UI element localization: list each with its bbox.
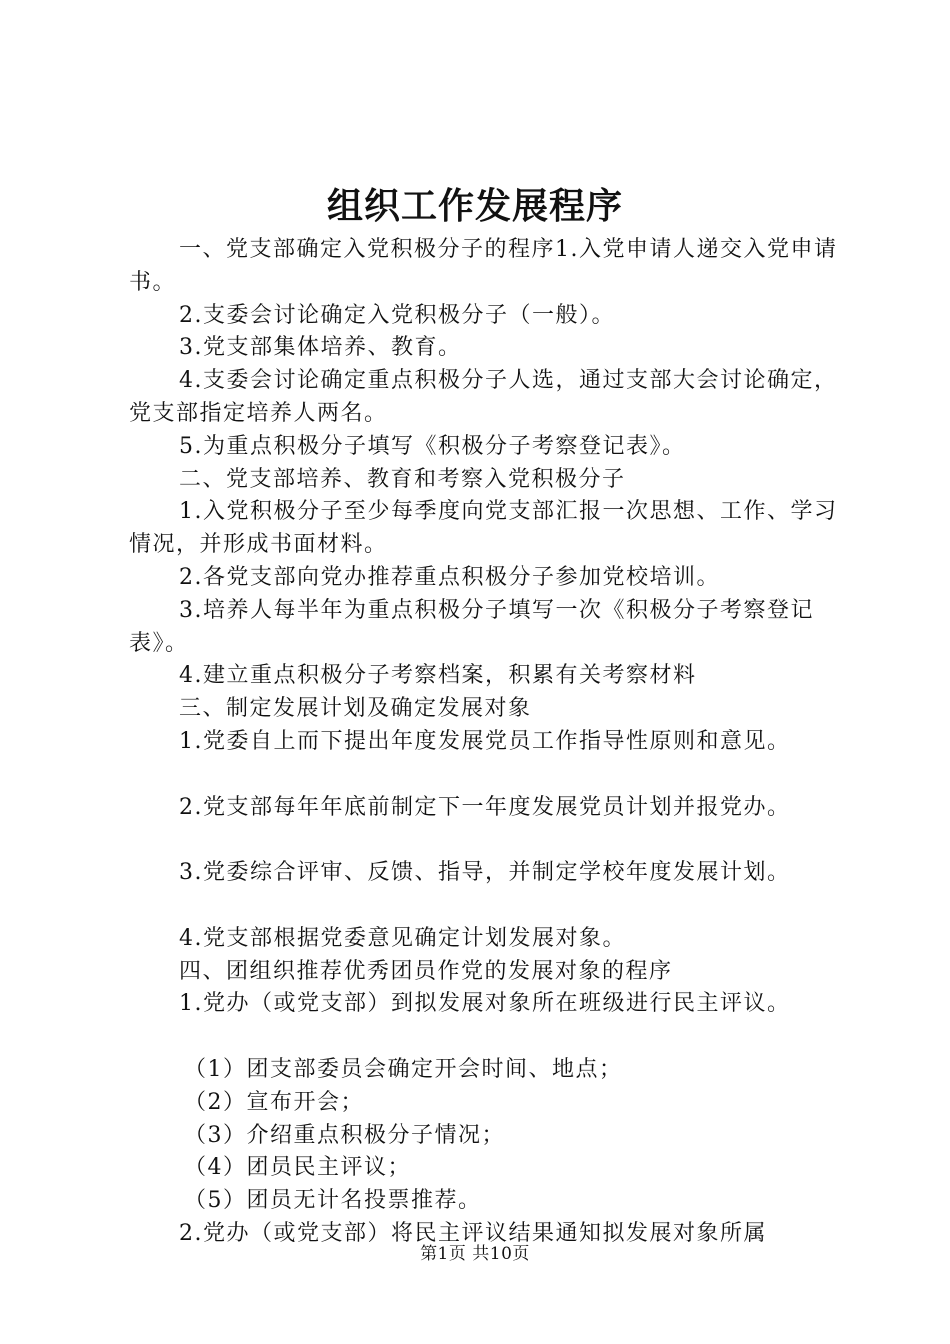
list-item: （2）宣布开会；: [184, 1089, 364, 1115]
section-heading: 三、制定发展计划及确定发展对象: [179, 696, 532, 722]
paragraph: 1.入党积极分子至少每季度向党支部汇报一次思想、工作、学习情况，并形成书面材料。: [129, 499, 838, 558]
section-heading: 四、团组织推荐优秀团员作党的发展对象的程序: [179, 958, 673, 984]
page-number-footer: 第1页 共10页: [420, 1244, 530, 1264]
list-item: （1）团支部委员会确定开会时间、地点；: [184, 1056, 623, 1082]
paragraph: 4.党支部根据党委意见确定计划发展对象。: [179, 925, 626, 951]
list-item: （5）团员无计名投票推荐。: [184, 1188, 482, 1214]
paragraph: 一、党支部确定入党积极分子的程序1.入党申请人递交入党申请书。: [129, 237, 838, 295]
paragraph: 5.为重点积极分子填写《积极分子考察登记表》。: [179, 433, 686, 459]
paragraph: 4.支委会讨论确定重点积极分子人选，通过支部大会讨论确定，党支部指定培养人两名。: [129, 368, 838, 426]
paragraph: 2.各党支部向党办推荐重点积极分子参加党校培训。: [179, 564, 720, 590]
paragraph: 2.党办（或党支部）将民主评议结果通知拟发展对象所属: [179, 1220, 767, 1246]
paragraph: 1.党委自上而下提出年度发展党员工作指导性原则和意见。: [179, 728, 791, 754]
list-item: （4）团员民主评议；: [184, 1155, 411, 1181]
section-heading: 二、党支部培养、教育和考察入党积极分子: [179, 466, 626, 492]
paragraph: 3.党支部集体培养、教育。: [179, 335, 462, 361]
paragraph: 2.支委会讨论确定入党积极分子（一般）。: [179, 302, 615, 328]
document-body: [129, 234, 849, 1251]
list-item: （3）介绍重点积极分子情况；: [184, 1122, 505, 1148]
paragraph: 4.建立重点积极分子考察档案，积累有关考察材料: [179, 663, 697, 689]
paragraph: 1.党办（或党支部）到拟发展对象所在班级进行民主评议。: [179, 991, 791, 1017]
document-title: 组织工作发展程序: [326, 185, 623, 227]
paragraph: 2.党支部每年年底前制定下一年度发展党员计划并报党办。: [179, 794, 791, 820]
paragraph: 3.党委综合评审、反馈、指导，并制定学校年度发展计划。: [179, 860, 791, 886]
paragraph: 3.培养人每半年为重点积极分子填写一次《积极分子考察登记表》。: [129, 597, 814, 656]
